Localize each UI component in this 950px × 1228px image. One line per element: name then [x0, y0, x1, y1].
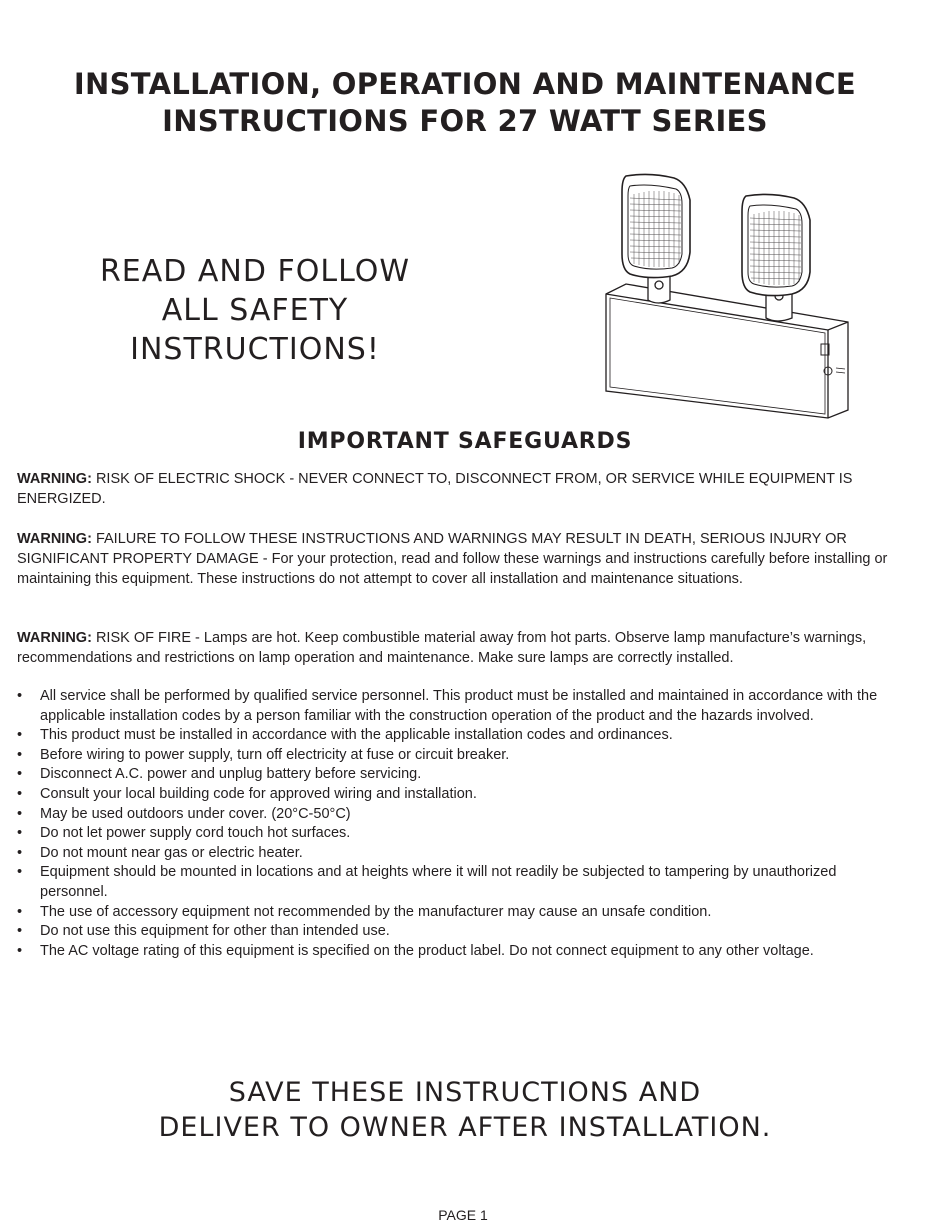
safety-callout-line-2: ALL SAFETY	[161, 293, 349, 328]
safety-bullet-list	[17, 687, 897, 961]
list-item-text: Consult your local building code for approved wiring and installation.	[40, 785, 477, 802]
bullet-icon: •	[17, 844, 23, 861]
title-line-2: INSTRUCTIONS FOR 27 WATT SERIES	[162, 104, 768, 138]
bullet-icon: •	[17, 805, 23, 822]
warning-text: RISK OF ELECTRIC SHOCK - NEVER CONNECT TO, DISCONNECT FROM, OR SERVICE WHILE EQUIPMENT IS ENERGIZED.	[17, 471, 853, 507]
bullet-icon: •	[17, 688, 23, 704]
list-item	[17, 785, 897, 805]
list-item	[17, 687, 897, 726]
list-item	[17, 824, 897, 844]
bullet-icon: •	[17, 903, 23, 920]
list-item	[17, 726, 897, 746]
bullet-icon: •	[17, 825, 23, 842]
warning-label: WARNING:	[17, 471, 92, 487]
list-item-text: The use of accessory equipment not recommended by the manufacturer may cause an unsafe condition.	[40, 903, 712, 920]
list-item	[17, 844, 897, 864]
safety-callout-line-1: READ AND FOLLOW	[99, 254, 411, 289]
safety-callout-line-3: INSTRUCTIONS!	[130, 332, 380, 367]
list-item	[17, 922, 897, 942]
document-title	[0, 66, 930, 140]
list-item-text: Equipment should be mounted in locations and at heights where it will not readily be subjected to tampering by unauthorized personnel.	[40, 864, 837, 900]
list-item	[17, 903, 897, 923]
list-item-text: Before wiring to power supply, turn off electricity at fuse or circuit breaker.	[40, 746, 510, 763]
list-item-text: Do not mount near gas or electric heater.	[40, 844, 303, 861]
bullet-icon: •	[17, 766, 23, 783]
warning-text: RISK OF FIRE - Lamps are hot. Keep combustible material away from hot parts. Observe lamp manufacture’s warnings, recommendations and restrictions on lamp operation and maintenance. Make sure lamps are correctly installed.	[17, 630, 867, 666]
warning-paragraph	[17, 470, 897, 510]
list-item-text: The AC voltage rating of this equipment is specified on the product label. Do not connect equipment to any other voltage.	[40, 942, 814, 959]
safeguards-heading: IMPORTANT SAFEGUARDS	[297, 429, 633, 454]
page-number: PAGE 1	[438, 1207, 488, 1223]
warning-paragraph	[17, 629, 897, 669]
list-item	[17, 746, 897, 766]
bullet-icon: •	[17, 785, 23, 802]
warning-text: FAILURE TO FOLLOW THESE INSTRUCTIONS AND WARNINGS MAY RESULT IN DEATH, SERIOUS INJURY OR SIGNIFICANT PROPERTY DAMAGE - For your protection, read and follow these warnings and instructions carefully before installing or maintaining this equipment. These instructions do not attempt to cover all installation and maintenance situations.	[17, 531, 888, 587]
emergency-light-fixture-icon	[596, 172, 856, 422]
bullet-icon: •	[17, 923, 23, 940]
list-item	[17, 942, 897, 962]
bullet-icon: •	[17, 942, 23, 959]
list-item-text: Do not use this equipment for other than intended use.	[40, 923, 390, 940]
bullet-icon: •	[17, 746, 23, 763]
list-item	[17, 863, 897, 902]
list-item-text: Do not let power supply cord touch hot surfaces.	[40, 825, 351, 842]
list-item-text: This product must be installed in accordance with the applicable installation codes and ordinances.	[40, 727, 673, 744]
warning-label: WARNING:	[17, 531, 92, 547]
bullet-icon: •	[17, 727, 23, 744]
save-line-1: SAVE THESE INSTRUCTIONS AND	[228, 1077, 702, 1108]
warning-paragraph	[17, 530, 897, 589]
title-line-1: INSTALLATION, OPERATION AND MAINTENANCE	[73, 67, 857, 101]
bullet-icon: •	[17, 864, 23, 881]
safety-callout	[20, 252, 490, 369]
save-line-2: DELIVER TO OWNER AFTER INSTALLATION.	[158, 1112, 772, 1143]
warning-label: WARNING:	[17, 630, 92, 646]
save-instructions-notice	[0, 1075, 930, 1145]
list-item-text: Disconnect A.C. power and unplug battery before servicing.	[40, 766, 422, 783]
list-item-text: All service shall be performed by qualified service personnel. This product must be installed and maintained in accordance with the applicable installation codes by a person familiar with the construction operation of the product and the hazards involved.	[40, 688, 878, 724]
list-item	[17, 765, 897, 785]
list-item-text: May be used outdoors under cover. (20°C-50°C)	[40, 805, 351, 822]
list-item	[17, 805, 897, 825]
